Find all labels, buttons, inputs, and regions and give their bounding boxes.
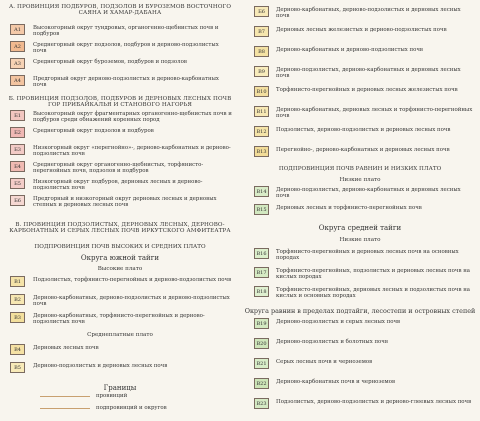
legend-swatch: В11	[254, 106, 269, 117]
legend-item-text: Дерново-карбонатных, дерновых лесных и торфянисто-перегнойных почв	[276, 107, 473, 120]
legend-item-text: Дерново-карбонатных, торфянисто-перегнойных и дерново-подзолистых почв	[33, 313, 205, 326]
legend-swatch: В12	[254, 126, 269, 137]
legend-item-text: Дерново-карбонатных, дерново-подзолистых и дерновых лесных почв	[276, 7, 461, 20]
legend-swatch: В20	[254, 338, 269, 349]
legend-swatch: В9	[254, 66, 269, 77]
legend-swatch: В18	[254, 286, 269, 297]
legend-item-text: Дерново-карбонатных, дерново-подзолистых и дерново-подзолистых почв	[33, 295, 230, 308]
legend-item-text: Торфянисто-перегнойных и дерновых лесных почв на основных породах	[276, 249, 459, 262]
legend-swatch: В10	[254, 86, 269, 97]
legend-item-text: Перегнойно-, дерново-карбонатных и дерновых лесных почв	[276, 147, 450, 153]
high-plateau-label: Высокие плато	[97, 266, 143, 272]
legend-swatch: В22	[254, 378, 269, 389]
legend-swatch: В4	[10, 344, 25, 355]
province-border-label: провинций	[96, 393, 128, 399]
legend-swatch: Б6	[254, 6, 269, 17]
legend-swatch: А1	[10, 24, 25, 35]
borders-title: Границы	[103, 384, 137, 392]
legend-item-text: Дерново-карбонатных и дерново-подзолистых почв	[276, 47, 423, 53]
legend-swatch: А3	[10, 58, 25, 69]
legend-item-text: Торфянисто-перегнойных, подзолистых и дерновых лесных почв на кислых породах	[276, 268, 471, 281]
plains-heading: Округа равнин в пределах подтайги, лесостепи и островных степей	[244, 307, 476, 315]
legend-swatch: В13	[254, 146, 269, 157]
low-plateau-label: Низкие плато	[339, 177, 381, 183]
legend-item-text: Дерновых лесных почв	[33, 345, 99, 351]
middle-taiga-heading: Округа средней тайги	[318, 224, 402, 232]
legend-item-text: Дерново-подзолистых и дерновых лесных почв	[33, 363, 168, 369]
legend-item-text: Среднегорный округ подзолов и подбуров	[33, 128, 154, 134]
legend-swatch: В19	[254, 318, 269, 329]
subprovince-border-label: подпровинций и округов	[96, 405, 167, 411]
legend-swatch: В2	[10, 294, 25, 305]
legend-item-text: Высокогорный округ тундровых, органогенно-щебнистых почв и подбуров	[33, 25, 219, 38]
legend-item-text: Подзолистых, дерново-подзолистых и дерновых лесных почв	[276, 127, 451, 133]
legend-item-text: Подзолистых, дерново-подзолистых и дерново-глеевых лесных почв	[276, 399, 472, 405]
legend-swatch: Б5	[10, 178, 25, 189]
legend-swatch: В17	[254, 267, 269, 278]
legend-swatch: В23	[254, 398, 269, 409]
legend-item-text: Торфянисто-перегнойных и дерновых лесных железистых почв	[276, 87, 458, 93]
south-taiga-heading: Округа южной тайги	[80, 254, 160, 262]
province-border-line	[40, 396, 90, 397]
legend-swatch: А4	[10, 75, 25, 86]
legend-item-text: Дерново-подзолистых, дерново-карбонатных и дерновых лесных почв	[276, 67, 461, 80]
legend-item-text: Предгорный и низкогорный округ дерновых лесных и дерновых степных и дерновых лесных почв	[33, 196, 217, 209]
legend-swatch: В15	[254, 204, 269, 215]
legend-item-text: Низкогорный округ подбуров, дерновых лесных и дерново-подзолистых почв	[33, 179, 203, 192]
legend-swatch: Б4	[10, 161, 25, 172]
legend-item-text: Низкогорный округ «перегнойно»-, дерново-карбонатных и дерново-подзолистых почв	[33, 145, 231, 158]
legend-swatch: Б6	[10, 195, 25, 206]
legend-swatch: В16	[254, 248, 269, 259]
section-v-title: В. ПРОВИНЦИЯ ПОДЗОЛИСТЫХ, ДЕРНОВЫХ ЛЕСНЫХ, ДЕРНОВО-КАРБОНАТНЫХ И СЕРЫХ ЛЕСНЫХ ПОЧВ ИРКУТСКОГО АМФИТЕАТРА	[9, 222, 231, 235]
legend-item-text: Высокогорный округ фрагментарных органогенно-щебнистых почв и подбуров среди обнажений коренных пород	[33, 111, 232, 124]
legend-item-text: Торфянисто-перегнойных, дерновых лесных и подзолистых почв на кислых и основных породах	[276, 287, 471, 300]
low-plateau-label-2: Низкие плато	[339, 237, 381, 243]
legend-item-text: Среднегорный округ органогенно-щебнистых, торфянисто-перегнойных почв, подзолов и подбуров	[33, 162, 204, 175]
legend-item-text: Подзолистых, торфянисто-перегнойных и дерново-подзолистых почв	[33, 277, 232, 283]
section-a-title: А. ПРОВИНЦИЯ ПОДБУРОВ, ПОДЗОЛОВ И БУРОЗЕМОВ ВОСТОЧНОГО САЯНА И ХАМАР-ДАБАНА	[8, 4, 232, 17]
legend-item-text: Дерновых лесных железистых и дерново-подзолистых почв	[276, 27, 447, 33]
legend-swatch: В7	[254, 26, 269, 37]
legend-item-text: Серых лесных почв и черноземов	[276, 359, 373, 365]
legend-swatch: Б1	[10, 110, 25, 121]
subprovince-border-line	[40, 408, 90, 409]
mid-plateau-label: Среднеплатные плато	[87, 332, 153, 338]
subprovince-plain-title: ПОДПРОВИНЦИЯ ПОЧВ РАВНИН И НИЗКИХ ПЛАТО	[278, 166, 442, 172]
legend-swatch: В5	[10, 362, 25, 373]
legend-item-text: Среднегорный округ буроземов, подбуров и подзолов	[33, 59, 187, 65]
legend-swatch: Б2	[10, 127, 25, 138]
legend-item-text: Дерновых лесных и торфянисто-перегнойных почв	[276, 205, 422, 211]
legend-item-text: Дерново-карбонатных почв и черноземов	[276, 379, 396, 385]
legend-swatch: В14	[254, 186, 269, 197]
legend-swatch: В3	[10, 312, 25, 323]
legend-swatch: В1	[10, 276, 25, 287]
legend-swatch: В8	[254, 46, 269, 57]
subprovince-high-title: ПОДПРОВИНЦИЯ ПОЧВ ВЫСОКИХ И СРЕДНИХ ПЛАТО	[34, 244, 206, 250]
legend-swatch: Б3	[10, 144, 25, 155]
legend-item-text: Дерново-подзолистых и болотных почв	[276, 339, 388, 345]
legend-swatch: В21	[254, 358, 269, 369]
section-b-title: Б. ПРОВИНЦИЯ ПОДЗОЛОВ, ПОДБУРОВ И ДЕРНОВЫХ ЛЕСНЫХ ПОЧВ ГОР ПРИБАЙКАЛЬЯ И СТАНОВОГО НАГОРЬЯ	[8, 96, 232, 109]
legend-item-text: Дерново-подзолистых и серых лесных почв	[276, 319, 401, 325]
legend-item-text: Среднегорный округ подзолов, подбуров и дерново-подзолистых почв	[33, 42, 219, 55]
legend-swatch: А2	[10, 41, 25, 52]
legend-item-text: Предгорный округ дерново-подзолистых и дерново-карбонатных почв	[33, 76, 219, 89]
legend-item-text: Дерново-подзолистых, дерново-карбонатных и дерновых лесных почв	[276, 187, 461, 200]
